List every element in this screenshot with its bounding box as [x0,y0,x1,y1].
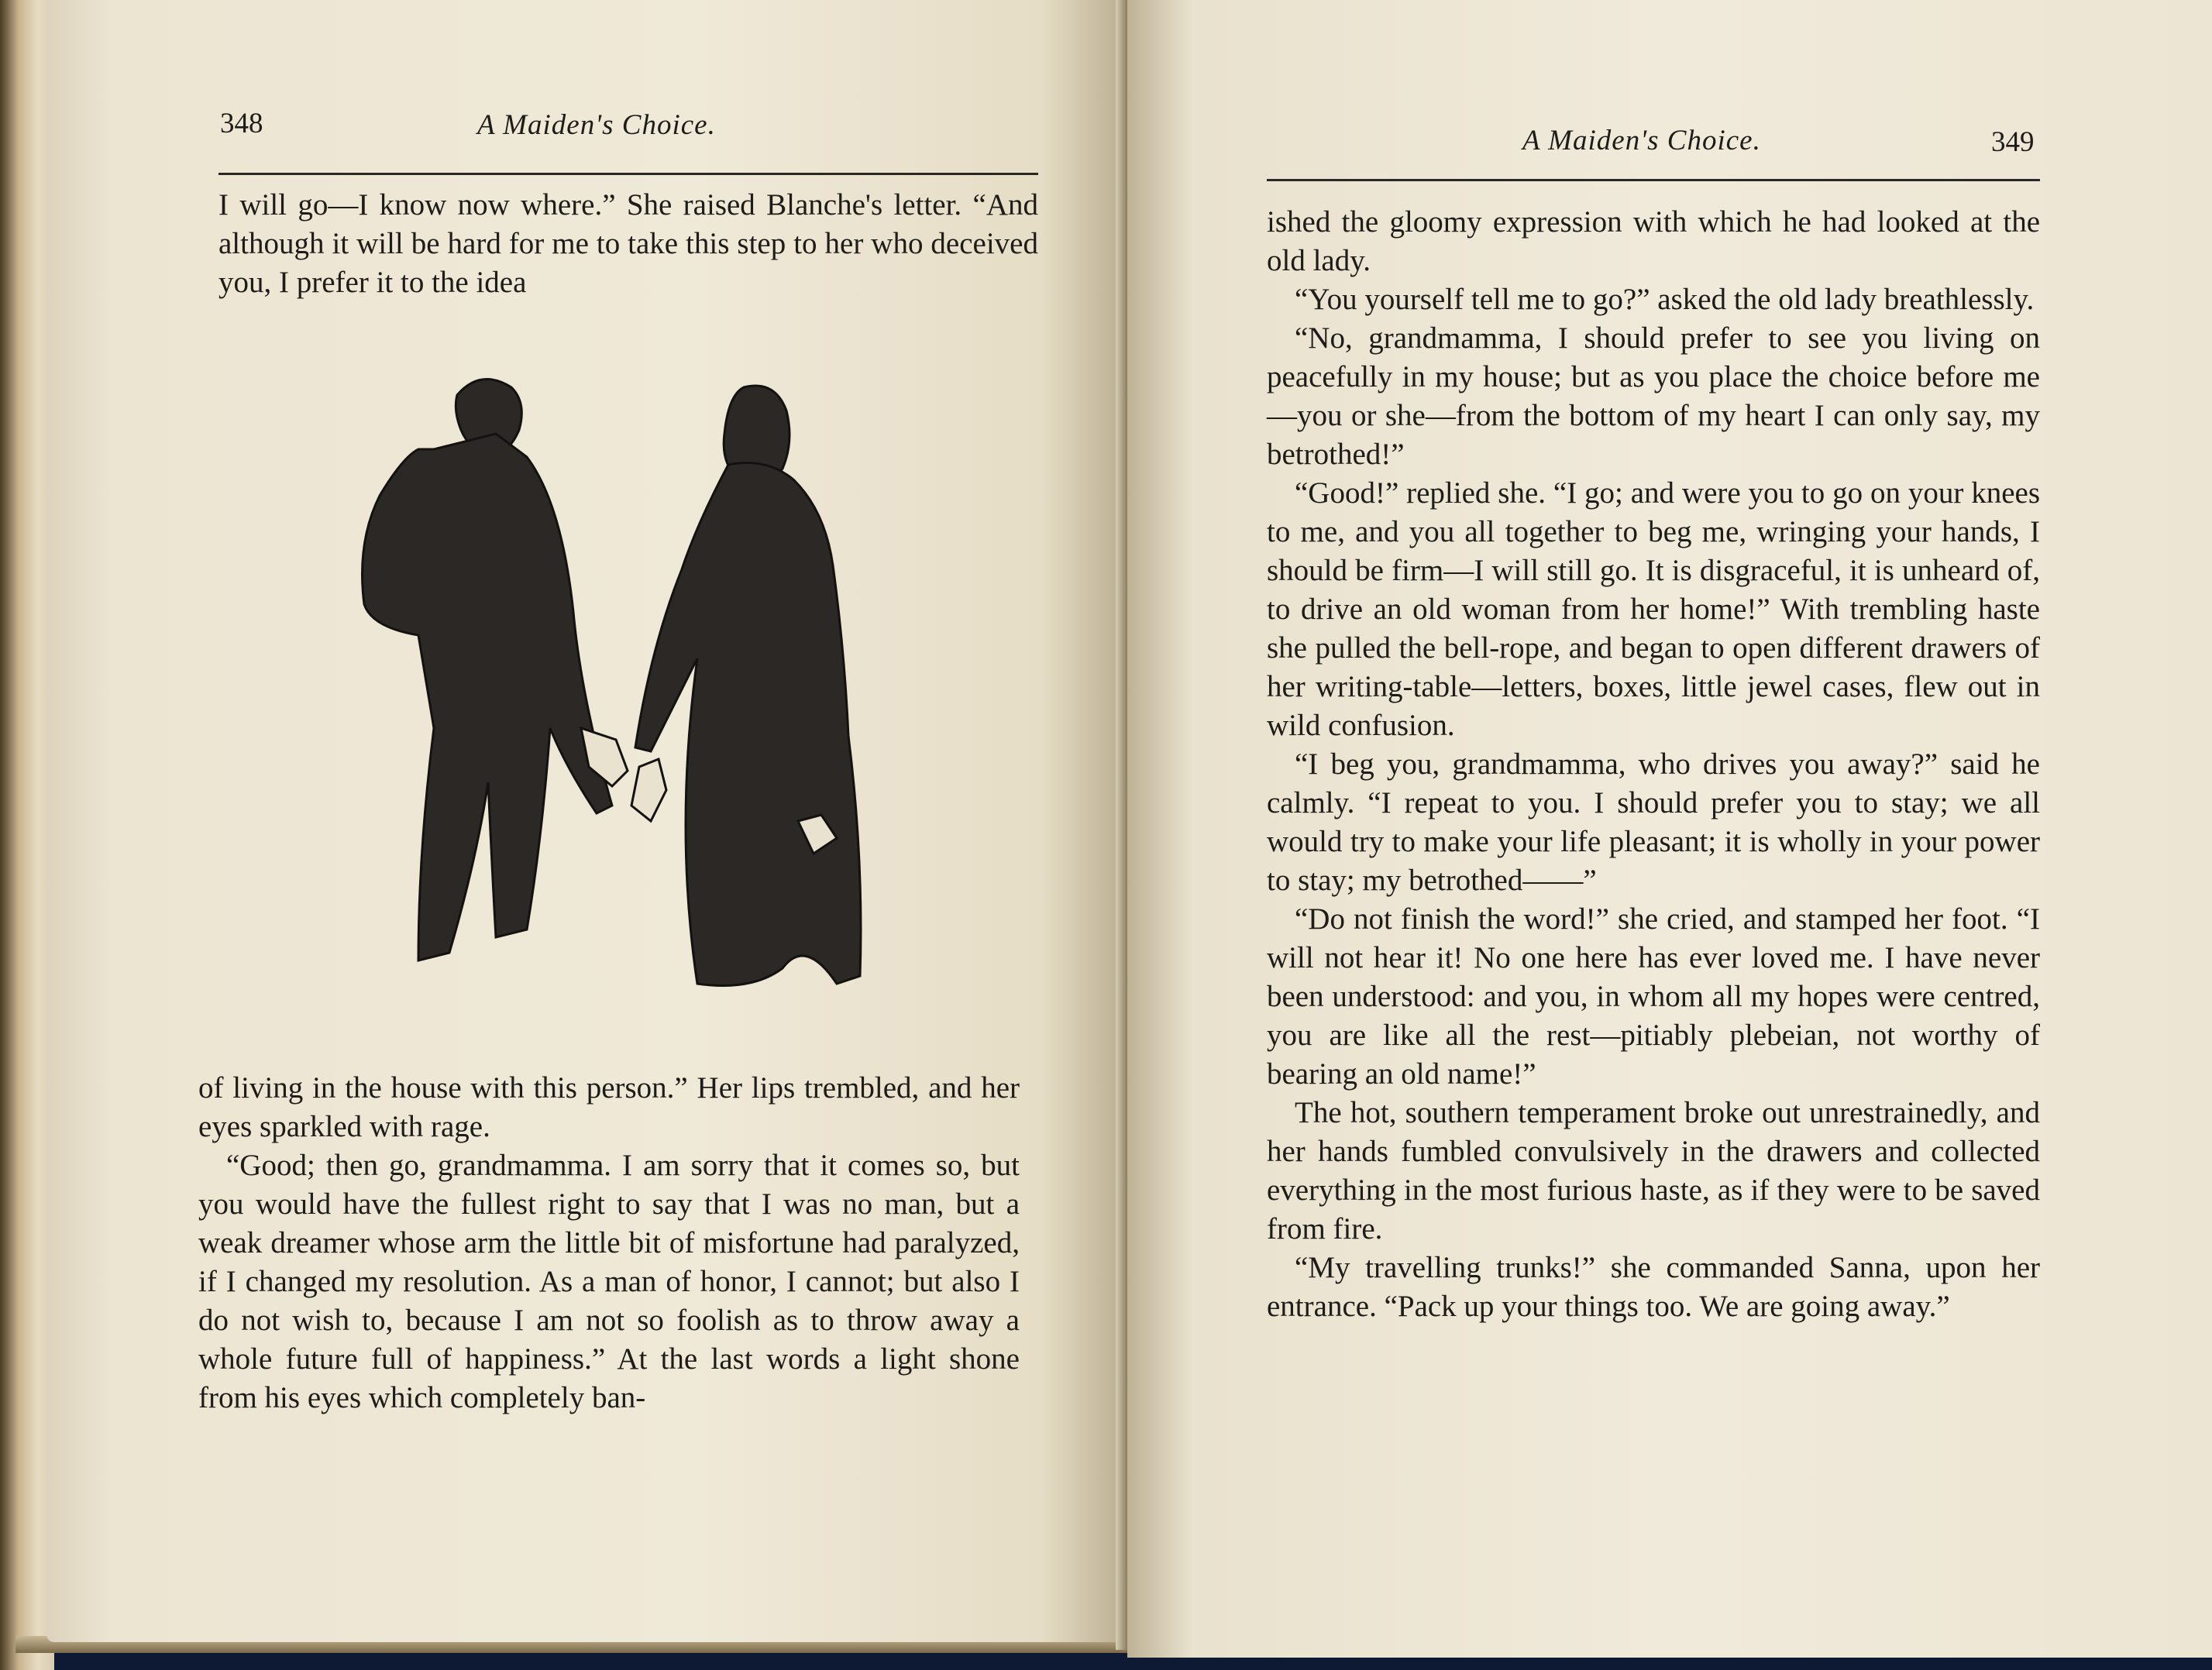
right-header-rule [1267,179,2040,181]
left-bottom-paragraph-2: “Good; then go, grandmamma. I am sorry that it comes so, but you would have the fullest right to say that I was no man, but a weak dreamer whose arm the little bit of misfortune had paralyzed, if I changed my resolution. As a man of honor, I cannot; but also I do not wish to, because I am not so foolish as to throw away a whole future full of happiness.” At the last words a light shone from his eyes which completely ban- [198,1149,1020,1414]
left-page [46,0,1127,1642]
woman-body [635,463,861,986]
right-paragraph-3: “No, grandmamma, I should prefer to see you living on peacefully in my house; but as you place the choice before me—you or she—from the bottom of my heart I can only say, my betrothed!” [1267,321,2040,471]
right-paragraph-4: “Good!” replied she. “I go; and were you to go on your knees to me, and you all together to beg me, wringing your hands, I should be firm—I will still go. It is disgraceful, it is unheard of, to drive an old woman from her home!” With trembling haste she pulled the bell-rope, and began to open different drawers of her writing-table—letters, boxes, little jewel cases, flew out in wild confusion. [1267,476,2040,742]
left-bottom-paragraph-1: of living in the house with this person.” Her lips trembled, and her eyes sparkled with rage. [198,1071,1020,1143]
woman-hand [631,759,666,821]
man-and-woman-illustration [325,364,914,1046]
left-bottom-text [198,1069,1020,1417]
left-header-rule [218,173,1038,175]
right-paragraph-5: “I beg you, grandmamma, who drives you away?” said he calmly. “I repeat to you. I should prefer you to stay; we all would try to make your life pleasant; it is wholly in your power to stay; my betrothed——” [1267,747,2040,897]
left-top-paragraph: I will go—I know now where.” She raised Blanche's letter. “And although it will be hard for me to take this step to her who deceived you, I prefer it to the idea [218,188,1038,299]
right-paragraph-6: “Do not finish the word!” she cried, and stamped her foot. “I will not hear it! No one here has ever loved me. I have never been understood: and you, in whom all my hopes were centred, you are like all the rest—pitiably plebeian, not worthy of bearing an old name!” [1267,902,2040,1091]
right-page-number: 349 [1991,126,2035,158]
right-running-head: A Maiden's Choice. [1522,125,1761,156]
right-paragraph-2: “You yourself tell me to go?” asked the old lady breathlessly. [1295,283,2035,316]
man-body [363,434,613,960]
left-running-head: A Maiden's Choice. [477,109,716,141]
left-top-text [218,186,1038,302]
left-page-number: 348 [220,108,263,139]
right-paragraph-1: ished the gloomy expression with which he had looked at the old lady. [1267,205,2040,277]
right-page [1127,0,2212,1658]
right-paragraph-7: The hot, southern temperament broke out unrestrainedly, and her hands fumbled convulsively in the drawers and collected everything in the most furious haste, as if they were to be saved from fire. [1267,1096,2040,1246]
right-body-text [1267,203,2040,1326]
right-paragraph-8: “My travelling trunks!” she commanded Sanna, upon her entrance. “Pack up your things too. We are going away.” [1267,1251,2040,1323]
